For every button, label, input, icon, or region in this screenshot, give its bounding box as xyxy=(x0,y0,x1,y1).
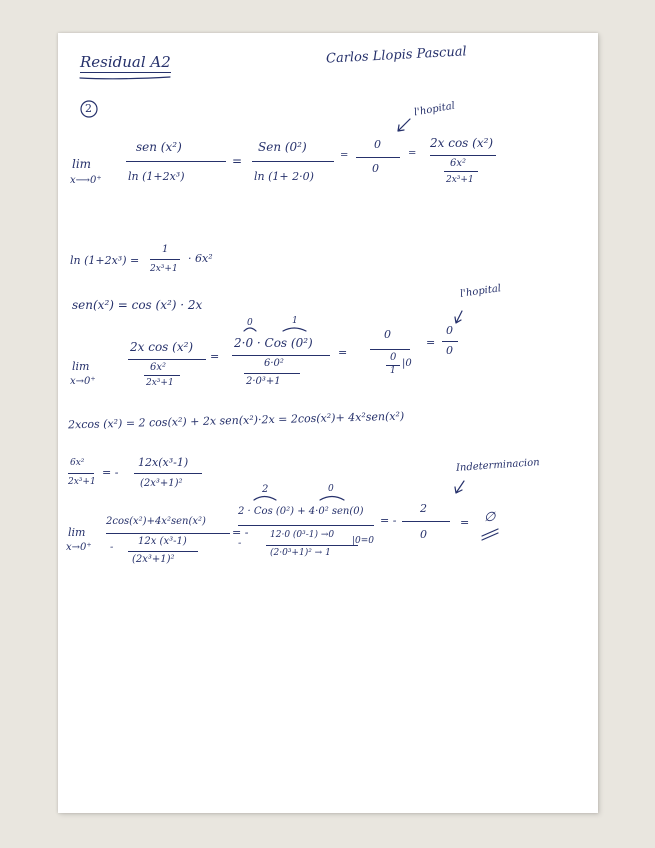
limit-label-3: lim xyxy=(68,526,86,539)
b1-inner-den4: 2x³+1 xyxy=(446,175,474,185)
b3-innerbar2 xyxy=(266,545,358,546)
quotient-eq: = - xyxy=(102,466,119,479)
sen-derivative: sen(x²) = cos (x²) · 2x xyxy=(72,298,203,312)
b2-innerbar2 xyxy=(244,373,300,374)
b3-num1: 2cos(x²)+4x²sen(x²) xyxy=(106,516,206,527)
b3-sign2: - xyxy=(238,538,242,549)
b3-eq2: = - xyxy=(380,514,397,527)
brace-3a xyxy=(254,497,276,501)
quotient-lhs-num: 6x² xyxy=(70,458,85,468)
b2-fracbar2 xyxy=(232,355,330,356)
author-name: Carlos Llopis Pascual xyxy=(325,44,468,67)
b1-fracbar4 xyxy=(430,155,496,156)
quotient-lhs-den: 2x³+1 xyxy=(68,477,96,487)
b1-num2: Sen (0²) xyxy=(258,140,307,154)
limit-sub-1: x⟶0⁺ xyxy=(70,175,102,186)
b3-num2: 2 · Cos (0²) + 4·0² sen(0) xyxy=(238,506,364,517)
b2-in-den1: 2x³+1 xyxy=(146,378,174,388)
b2-in-den2: 2·0³+1 xyxy=(246,376,281,387)
b3-num3: 2 xyxy=(420,502,427,515)
b1-fracbar3 xyxy=(356,157,400,158)
brace-2a xyxy=(244,328,256,331)
b1-fracbar1 xyxy=(126,161,226,162)
b2-bar3: |0 xyxy=(402,358,412,369)
brace-2b xyxy=(283,328,306,331)
b1-num1: sen (x²) xyxy=(136,140,182,154)
limit-sub-3: x→0⁺ xyxy=(66,542,92,553)
lhopital-note-1: l'hopital xyxy=(413,100,456,119)
b3-fracbar2 xyxy=(238,525,374,526)
notebook-page xyxy=(58,33,598,813)
b3-in-num2: 12·0 (0³-1) →0 xyxy=(270,530,335,540)
b3-top-b: 0 xyxy=(328,484,334,494)
b1-num3: 0 xyxy=(374,138,381,151)
b2-innerbar1 xyxy=(144,375,180,376)
limit-label-1: lim xyxy=(72,157,92,171)
b2-den4: 0 xyxy=(446,344,453,357)
b2-eq2: = xyxy=(338,346,348,359)
title-underline xyxy=(80,77,170,79)
result-underline xyxy=(482,529,498,540)
page-title: Residual A2 xyxy=(80,53,171,71)
lhopital-note-2: l'hopital xyxy=(459,283,502,300)
b2-in-den3: 1 xyxy=(390,366,396,376)
b1-eq1: = xyxy=(232,154,243,168)
b1-den1: ln (1+2x³) xyxy=(128,170,185,183)
b1-eq2: = xyxy=(340,150,349,161)
b3-in-den1: (2x³+1)² xyxy=(132,554,175,565)
b2-in-num3: 0 xyxy=(390,352,397,363)
arrow-3 xyxy=(455,481,464,493)
b2-top-a: 0 xyxy=(247,318,253,328)
b3-den3: 0 xyxy=(420,528,427,541)
product-rule-line: 2xcos (x²) = 2 cos(x²) + 2x sen(x²)·2x = 2cos(x²)+ 4x²sen(x²) xyxy=(67,409,405,432)
b1-fracbar2 xyxy=(252,161,334,162)
b3-in-den2: (2·0³+1)² → 1 xyxy=(270,548,331,558)
b3-result: ∅ xyxy=(484,510,496,525)
ln-derivative-rest: · 6x² xyxy=(188,252,213,265)
b3-eq3: = xyxy=(460,516,470,529)
b1-num4: 2x cos (x²) xyxy=(430,136,494,150)
indeterminacion-note: Indeterminacion xyxy=(455,457,541,474)
b3-sign1: - xyxy=(110,542,114,553)
b3-innerbar1 xyxy=(128,551,198,552)
b2-in-num2: 6·0² xyxy=(264,358,284,369)
b1-eq3: = xyxy=(408,148,417,159)
b2-fracbar4 xyxy=(442,341,458,342)
b2-fracbar3 xyxy=(370,349,410,350)
problem-number: 2 xyxy=(85,102,92,115)
b2-num3: 0 xyxy=(384,328,391,341)
b3-fracbar1 xyxy=(106,533,230,534)
brace-3b xyxy=(320,497,344,501)
b3-in-num1: 12x (x³-1) xyxy=(138,536,187,547)
ln-derivative-bar xyxy=(150,259,180,260)
b2-in-num1: 6x² xyxy=(150,362,167,373)
arrow-2 xyxy=(455,311,462,323)
b3-fracbar3 xyxy=(402,521,450,522)
ln-derivative-lhs: ln (1+2x³) = xyxy=(70,254,140,267)
b2-fracbar1 xyxy=(128,359,206,360)
b2-eq3: = xyxy=(426,336,436,349)
ln-derivative-num: 1 xyxy=(162,244,169,255)
b1-inner-num4: 6x² xyxy=(450,158,467,169)
quotient-lhs-bar xyxy=(68,473,94,474)
b2-num1: 2x cos (x²) xyxy=(130,340,194,354)
quotient-rhs-bar xyxy=(134,473,202,474)
quotient-rhs-num: 12x(x³-1) xyxy=(138,456,189,469)
b3-eq1: = - xyxy=(232,526,249,539)
b2-eq1: = xyxy=(210,350,220,363)
b2-num4: 0 xyxy=(446,324,453,337)
b1-innerbar4 xyxy=(444,171,478,172)
b3-bar2: |0=0 xyxy=(352,536,375,546)
limit-sub-2: x→0⁺ xyxy=(70,376,96,387)
limit-label-2: lim xyxy=(72,360,90,373)
b1-den3: 0 xyxy=(372,162,379,175)
b2-num2: 2·0 · Cos (0²) xyxy=(234,336,313,350)
ln-derivative-den: 2x³+1 xyxy=(150,264,178,274)
quotient-rhs-den: (2x³+1)² xyxy=(140,478,183,489)
b1-den2: ln (1+ 2·0) xyxy=(254,170,314,183)
b3-top-a: 2 xyxy=(262,484,269,495)
b2-top-b: 1 xyxy=(292,316,298,326)
arrow-1 xyxy=(398,119,410,131)
